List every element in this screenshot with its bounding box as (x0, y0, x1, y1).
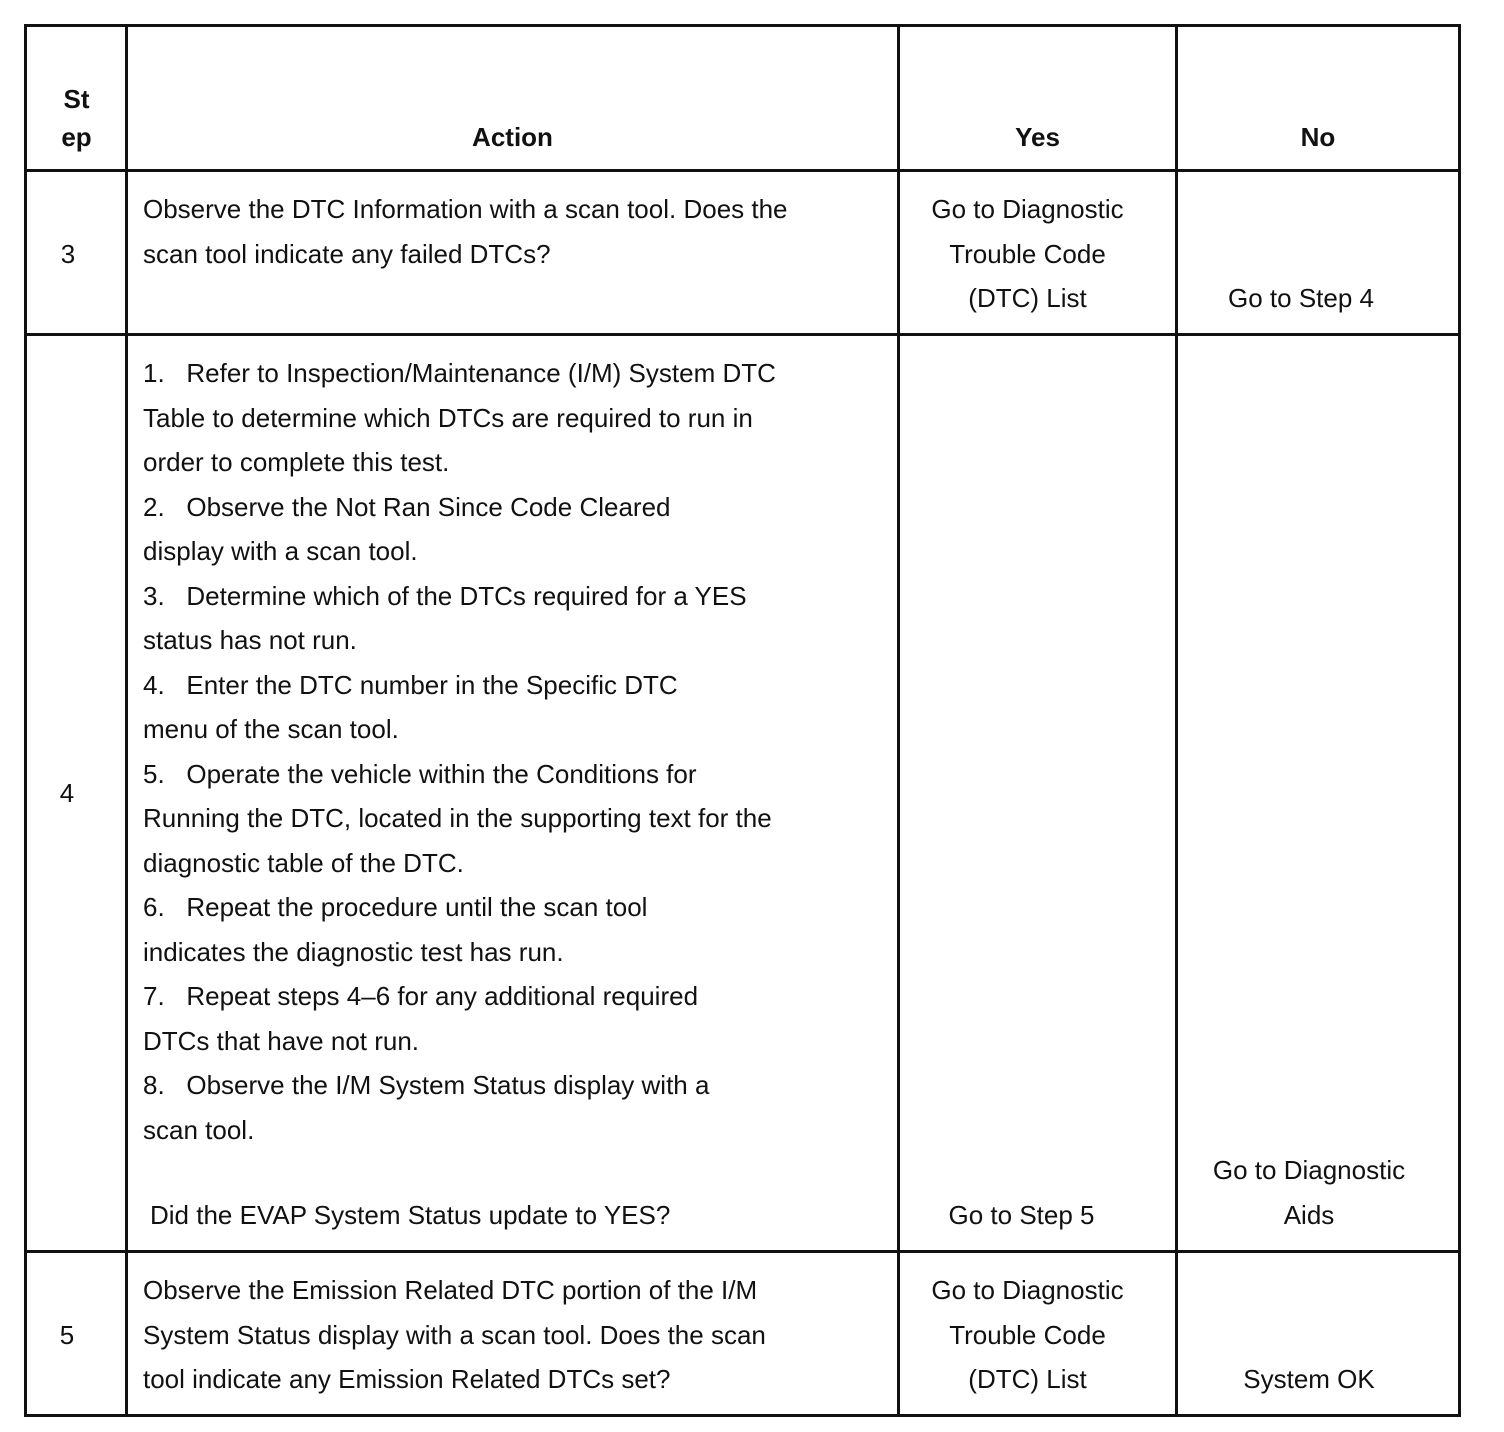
step-5-no: System OK (1243, 1364, 1375, 1394)
step-3-yes: Go to Diagnostic Trouble Code (DTC) List (931, 194, 1124, 313)
header-no: No (1300, 122, 1336, 152)
step-5-number: 5 (59, 1320, 75, 1350)
step-4-action-list: 1. Refer to Inspection/Maintenance (I/M) System DTC Table to determine which DTCs are required to run in order to complete this test. 2. Observe the Not Ran Since Code Cleared display with a scan tool. 3. Determine which of the DTCs required for a YES status has not run. 4. Enter the DTC number in the Specific DTC menu of the scan tool. 5. Operate the vehicle within the Conditions for Running the DTC, located in the supporting text for the diagnostic table of the DTC. 6. Repeat the procedure until the scan tool indicates the diagnostic test has run. 7. Repeat steps 4–6 for any additional required DTCs that have not run. 8. Observe the I/M System Status display with a scan tool. (143, 358, 776, 1145)
step-3-no: Go to Step 4 (1228, 283, 1374, 313)
step-4-no: Go to Diagnostic Aids (1212, 1155, 1406, 1230)
header-step-line2: ep (61, 122, 92, 152)
row-divider (24, 1250, 1461, 1253)
header-yes: Yes (1015, 122, 1060, 152)
step-3-action: Observe the DTC Information with a scan tool. Does the scan tool indicate any failed DTCs? (143, 194, 788, 269)
step-5-action: Observe the Emission Related DTC portion of the I/M System Status display with a scan tool. Does the scan tool indicate any Emission Related DTCs set? (143, 1275, 766, 1394)
column-divider (125, 24, 128, 1417)
row-divider (24, 333, 1461, 336)
step-4-number: 4 (59, 778, 75, 808)
header-action: Action (472, 122, 553, 152)
step-5-yes: Go to Diagnostic Trouble Code (DTC) List (931, 1275, 1124, 1394)
header-step (28, 80, 125, 156)
step-4-yes: Go to Step 5 (948, 1200, 1095, 1230)
step-4-question: Did the EVAP System Status update to YES? (150, 1200, 671, 1230)
row-divider (24, 169, 1461, 172)
header-step-line1: St (63, 84, 90, 114)
step-3-number: 3 (60, 239, 76, 269)
